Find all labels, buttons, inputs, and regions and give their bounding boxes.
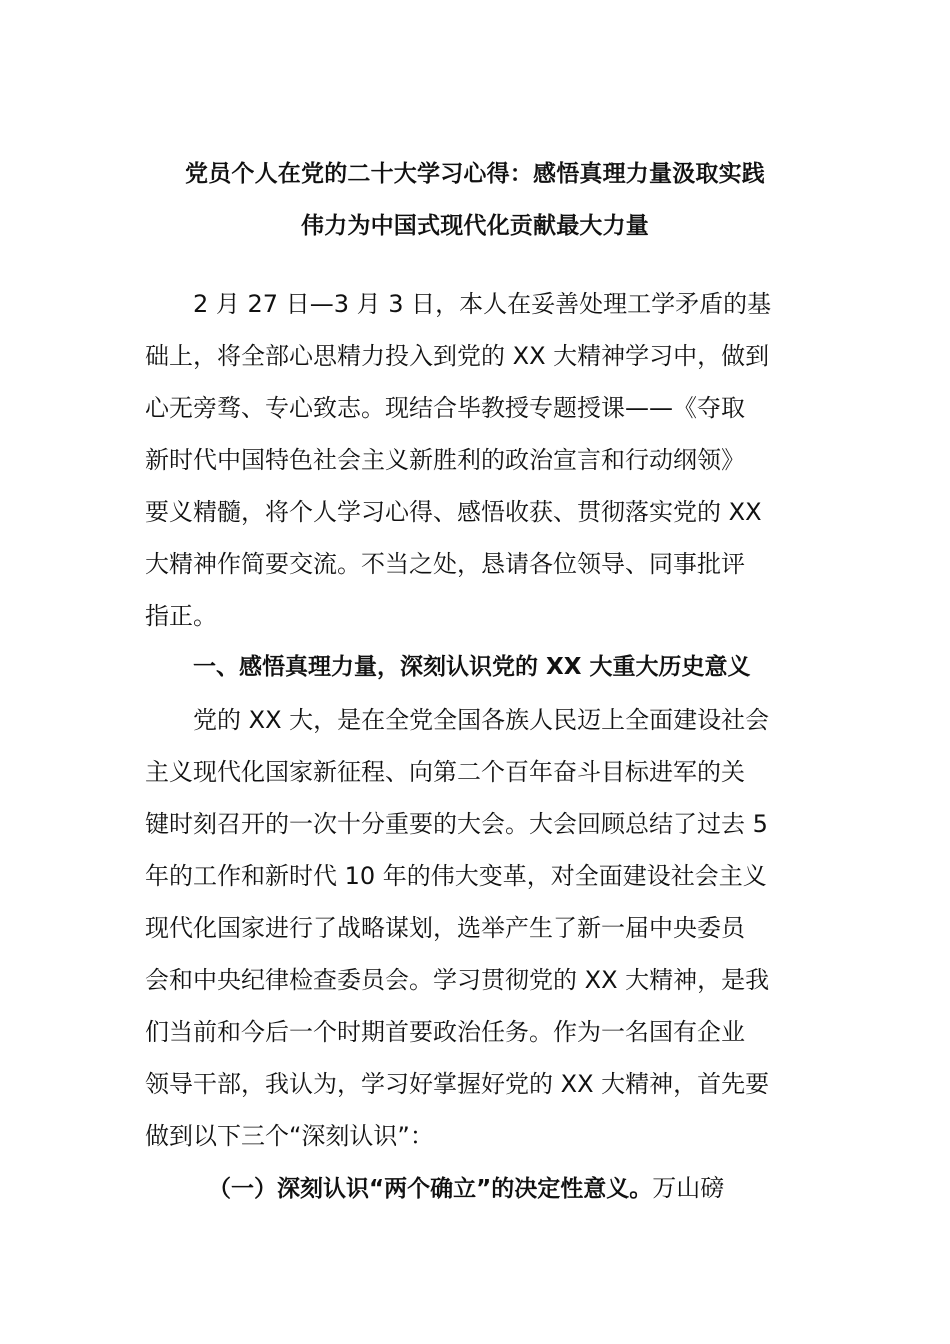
intro-line: 础上，将全部心思精力投入到党的 XX 大精神学习中，做到 [145, 342, 770, 370]
section-1-line: 主义现代化国家新征程、向第二个百年奋斗目标进军的关 [145, 758, 745, 786]
document-title-line-2: 伟力为中国式现代化贡献最大力量 [301, 213, 649, 239]
intro-line: 指正。 [145, 602, 217, 630]
document-title-line-1: 党员个人在党的二十大学习心得：感悟真理力量汲取实践 [185, 161, 765, 187]
intro-line: 2 月 27 日—3 月 3 日，本人在妥善处理工学矛盾的基 [193, 290, 772, 318]
section-1-line: 现代化国家进行了战略谋划，选举产生了新一届中央委员 [145, 914, 745, 942]
subsection-1-text: 万山磅 [652, 1174, 725, 1202]
section-1-line: 会和中央纪律检查委员会。学习贯彻党的 XX 大精神，是我 [145, 966, 770, 994]
intro-line: 要义精髓，将个人学习心得、感悟收获、贯彻落实党的 XX [145, 498, 762, 526]
section-1-line: 党的 XX 大，是在全党全国各族人民迈上全面建设社会 [193, 706, 770, 734]
subsection-1-heading: （一）深刻认识“两个确立”的决定性意义。 [208, 1176, 653, 1202]
intro-line: 大精神作简要交流。不当之处，恳请各位领导、同事批评 [145, 550, 745, 578]
intro-line: 心无旁骛、专心致志。现结合毕教授专题授课——《夺取 [145, 394, 745, 422]
section-1-line: 领导干部，我认为，学习好掌握好党的 XX 大精神，首先要 [145, 1070, 770, 1098]
section-1-heading: 一、感悟真理力量，深刻认识党的 XX 大重大历史意义 [193, 654, 751, 680]
section-1-line: 年的工作和新时代 10 年的伟大变革，对全面建设社会主义 [145, 862, 767, 890]
intro-line: 新时代中国特色社会主义新胜利的政治宣言和行动纲领》 [145, 446, 745, 474]
section-1-line: 做到以下三个“深刻认识”： [145, 1122, 434, 1150]
subsection-1-line [208, 1168, 724, 1203]
section-1-line: 键时刻召开的一次十分重要的大会。大会回顾总结了过去 5 [145, 810, 768, 838]
section-1-line: 们当前和今后一个时期首要政治任务。作为一名国有企业 [145, 1018, 745, 1046]
